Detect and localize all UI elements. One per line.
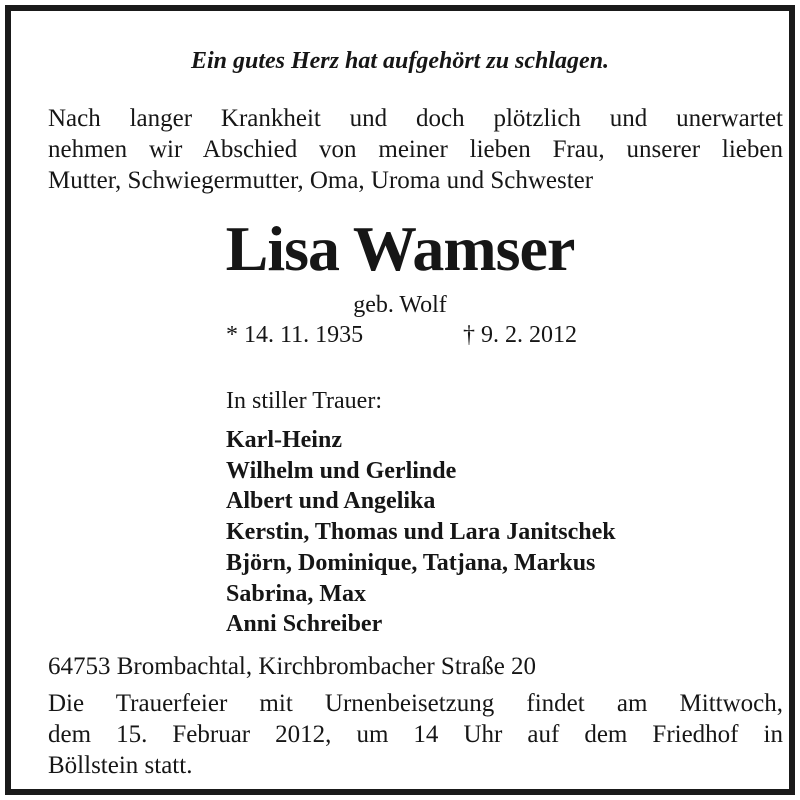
motto: Ein gutes Herz hat aufgehört zu schlagen. — [190, 48, 610, 74]
service-line: Böllstein statt. — [48, 752, 193, 779]
service-line: Die Trauerfeier mit Urnenbeisetzung findet am Mittwoch, — [48, 690, 783, 717]
mourner-entry: Anni Schreiber — [226, 611, 383, 638]
mourner-entry: Björn, Dominique, Tatjana, Markus — [226, 549, 596, 576]
intro-text — [48, 103, 783, 196]
mourner-entry: Wilhelm und Gerlinde — [226, 457, 457, 484]
mourner-entry: Albert und Angelika — [226, 488, 436, 515]
funeral-service-text — [48, 688, 783, 781]
intro-line: nehmen wir Abschied von meiner lieben Frau, unserer lieben — [48, 136, 783, 163]
intro-line: Nach langer Krankheit und doch plötzlich und unerwartet — [48, 105, 783, 132]
mourner-entry: Kerstin, Thomas und Lara Janitschek — [226, 519, 616, 546]
mourner-entry: Sabrina, Max — [226, 580, 367, 607]
death-date: † 9. 2. 2012 — [463, 322, 577, 348]
mourning-label: In stiller Trauer: — [226, 388, 382, 414]
deceased-name: Lisa Wamser — [225, 213, 575, 284]
mourners-list — [226, 425, 616, 640]
service-line: dem 15. Februar 2012, um 14 Uhr auf dem Friedhof in — [48, 721, 783, 748]
intro-line: Mutter, Schwiegermutter, Oma, Uroma und Schwester — [48, 167, 594, 194]
address: 64753 Brombachtal, Kirchbrombacher Straße 20 — [48, 653, 537, 680]
birth-date: * 14. 11. 1935 — [226, 322, 364, 348]
maiden-name: geb. Wolf — [353, 292, 447, 318]
mourner-entry: Karl-Heinz — [226, 427, 342, 453]
obituary-notice — [5, 5, 795, 795]
